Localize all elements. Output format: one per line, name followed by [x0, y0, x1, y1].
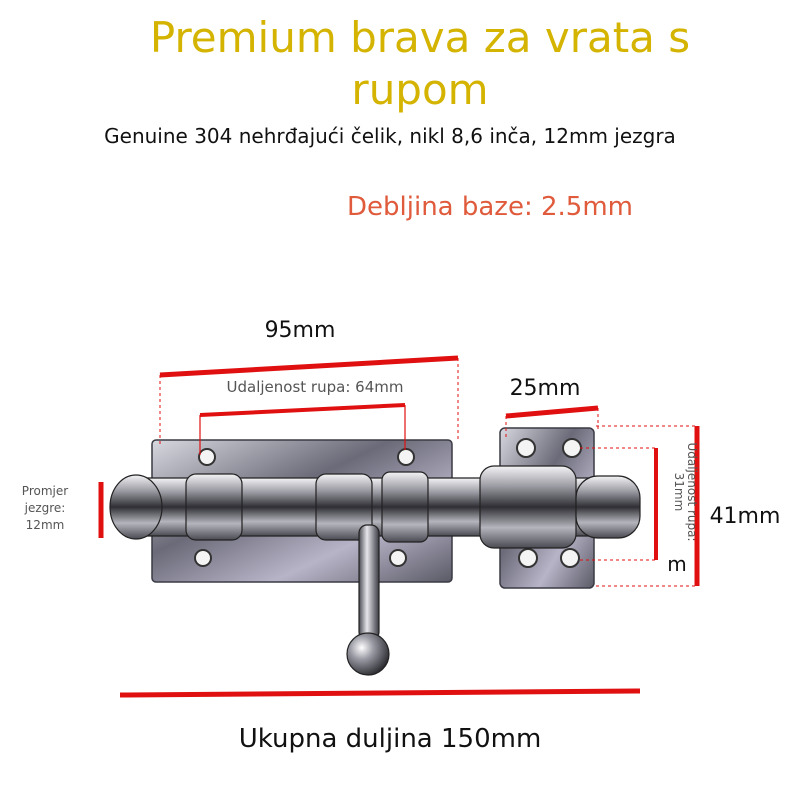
screw-hole [561, 549, 579, 567]
keeper-sleeve [480, 466, 576, 548]
screw-hole [199, 449, 215, 465]
vertical-hole-distance-line1: Udaljenost rupa: [685, 442, 699, 542]
screw-hole [195, 550, 211, 566]
base-thickness-label: Debljina baze: 2.5mm [347, 192, 633, 222]
dimension-95mm-label: 95mm [264, 318, 336, 343]
screw-hole [563, 439, 581, 457]
screw-hole [517, 439, 535, 457]
screw-hole [398, 449, 414, 465]
total-length-label: Ukupna duljina 150mm [238, 724, 542, 754]
vertical-hole-distance-text [672, 442, 698, 541]
screw-hole [519, 549, 537, 567]
bolt-collar [382, 472, 428, 542]
core-diameter-label [12, 483, 78, 534]
bolt-end-cap [110, 475, 162, 539]
bolt-strap [186, 474, 242, 540]
m-label: m [667, 552, 687, 576]
bolt-handle-knob [347, 633, 389, 675]
core-diameter-line2: jezgre: [24, 501, 66, 515]
core-diameter-line3: 12mm [25, 518, 65, 532]
dimension-41mm-label: 41mm [709, 504, 781, 529]
core-diameter-line1: Promjer [21, 484, 69, 498]
hole-distance-label: Udaljenost rupa: 64mm [226, 378, 404, 396]
product-subtitle: Genuine 304 nehrđajući čelik, nikl 8,6 inča, 12mm jezgra [104, 124, 676, 148]
dimension-line-95mm [160, 358, 458, 375]
vertical-hole-distance-label [665, 432, 705, 552]
dimension-line-150mm [120, 691, 640, 695]
bolt-handle-stem [359, 525, 379, 640]
bolt-tip [576, 476, 640, 538]
vertical-hole-distance-line2: 31mm [672, 472, 686, 512]
dimension-25mm-label: 25mm [509, 376, 581, 401]
dimension-line-64mm [200, 405, 405, 415]
dimension-line-25mm [506, 408, 598, 416]
product-title: Premium brava za vrata s rupom [149, 13, 691, 114]
screw-hole [390, 550, 406, 566]
